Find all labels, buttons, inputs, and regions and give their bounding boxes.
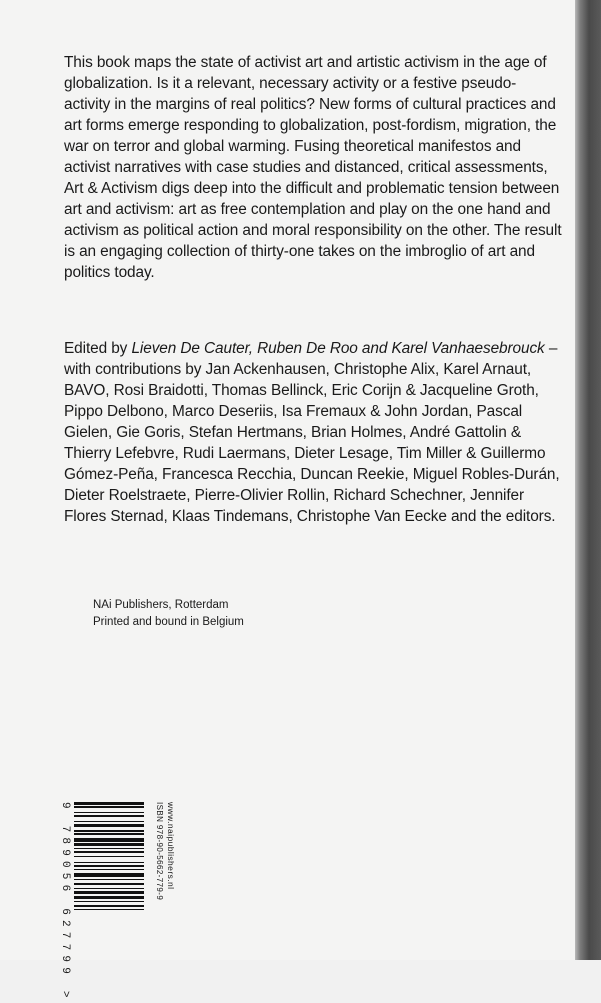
publisher-name: NAi Publishers, Rotterdam xyxy=(93,599,229,611)
barcode-bar xyxy=(74,883,144,884)
barcode-bar xyxy=(74,909,144,910)
edited-by-label: Edited by xyxy=(64,340,128,357)
barcode-bar xyxy=(74,896,144,899)
publisher-url: www.naipublishers.nl xyxy=(166,802,176,890)
credits-paragraph xyxy=(64,338,562,527)
barcode-bar xyxy=(74,851,144,854)
isbn-number: ISBN 978-90-5662-779-9 xyxy=(155,802,164,901)
blurb-paragraph: This book maps the state of activist art and artistic activism in the age of globalization. Is it a relevant, necessary activity or a festive pseudo-activity in the margins of real politics? New forms of cultural practices and art forms emerge responding to globalization, post-fordism, migration, the war on terror and global warming. Fusing theoretical manifestos and activist narratives with case studies and distanced, critical assessments, Art & Activism digs deep into the difficult and problematic tension between art and activism: art as free contemplation and play on the one hand and activism as political action and moral responsibility on the other. The result is an engaging collection of thirty-one takes on the imbroglio of art and politics today. xyxy=(64,54,562,281)
printed-in: Printed and bound in Belgium xyxy=(93,616,244,628)
contributors-list: – with contributions by Jan Ackenhausen, Christophe Alix, Karel Arnaut, BAVO, Rosi Braidotti, Thomas Bellinck, Eric Corijn & Jacqueline Groth, Pippo Delbono, Marco Deseriis, Isa Fremaux & John Jordan, Pascal Gielen, Gie Goris, Stefan Hertmans, Brian Holmes, André Gattolin & Thierry Lefebvre, Rudi Laermans, Dieter Lesage, Tim Miller & Guillermo Gómez-Peña, Francesca Recchia, Duncan Reekie, Miguel Robles-Durán, Dieter Roelstraete, Pierre-Olivier Rollin, Richard Schechner, Jennifer Flores Sternad, Klaas Tindemans, Christophe Van Eecke and the editors. xyxy=(64,340,560,525)
barcode-bar xyxy=(74,865,144,868)
barcode-bar xyxy=(74,879,144,880)
barcode-bar xyxy=(74,862,144,863)
barcode-bar xyxy=(74,806,144,807)
barcode-bar xyxy=(74,873,144,877)
barcode-bar xyxy=(74,802,144,805)
barcode-bar xyxy=(74,848,144,849)
barcode-bar xyxy=(74,901,144,902)
publisher-info xyxy=(93,597,244,631)
barcode-bar xyxy=(74,833,144,834)
barcode-bar xyxy=(74,812,144,813)
barcode-bar xyxy=(74,891,144,895)
barcode-bar xyxy=(74,838,144,842)
editors-names: Lieven De Cauter, Ruben De Roo and Karel Vanhaesebrouck xyxy=(131,340,545,357)
barcode-bar xyxy=(74,905,144,908)
barcode-bar xyxy=(74,824,144,828)
barcode-block xyxy=(59,802,176,1003)
barcode-bar xyxy=(74,856,144,857)
barcode-bar xyxy=(74,821,144,822)
barcode-digits: 9 789056 627799 > xyxy=(59,802,71,1003)
barcode-bar xyxy=(74,830,144,831)
barcode-icon xyxy=(74,802,144,952)
spine-edge xyxy=(575,0,601,960)
barcode-bar xyxy=(74,815,144,818)
barcode-bar xyxy=(74,869,144,870)
barcode-bar xyxy=(74,888,144,889)
barcode-bar xyxy=(74,843,144,846)
